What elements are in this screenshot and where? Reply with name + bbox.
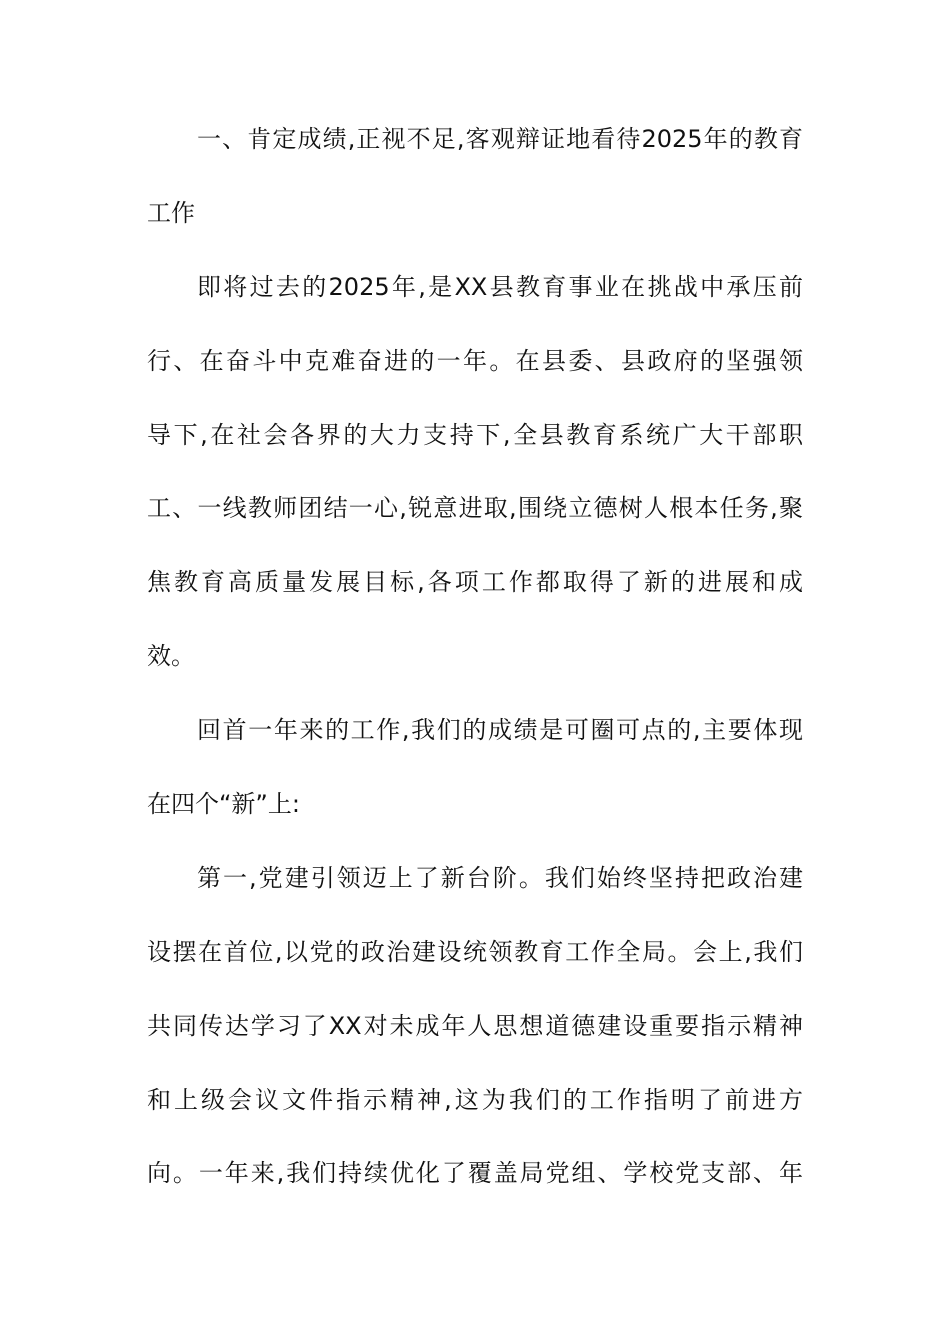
text-line: 设摆在首位,以党的政治建设统领教育工作全局。会上,我们 [147, 937, 803, 966]
section-heading [147, 103, 803, 251]
document-page [147, 103, 803, 1211]
text-line: 一、肯定成绩,正视不足,客观辩证地看待2025年的教育 [197, 125, 803, 153]
text-line: 回首一年来的工作,我们的成绩是可圈可点的,主要体现 [197, 716, 803, 745]
text-line: 焦教育高质量发展目标,各项工作都取得了新的进展和成 [147, 568, 803, 597]
text-line: 即将过去的2025年,是XX县教育事业在挑战中承压前 [197, 272, 803, 301]
text-line: 工作 [147, 198, 195, 227]
text-line: 工、一线教师团结一心,锐意进取,围绕立德树人根本任务,聚 [147, 494, 803, 523]
text-line: 在四个“新”上: [147, 790, 300, 819]
paragraph-review [147, 694, 803, 842]
paragraph-intro [147, 251, 803, 694]
text-line: 共同传达学习了XX对未成年人思想道德建设重要指示精神 [147, 1011, 803, 1040]
text-line: 第一,党建引领迈上了新台阶。我们始终坚持把政治建 [197, 863, 803, 892]
text-line: 效。 [147, 642, 195, 671]
text-line: 导下,在社会各界的大力支持下,全县教育系统广大干部职 [147, 420, 803, 449]
text-line: 和上级会议文件指示精神,这为我们的工作指明了前进方 [147, 1085, 803, 1114]
text-line: 向。一年来,我们持续优化了覆盖局党组、学校党支部、年 [147, 1159, 803, 1188]
paragraph-first [147, 842, 803, 1211]
text-line: 行、在奋斗中克难奋进的一年。在县委、县政府的坚强领 [147, 346, 803, 375]
